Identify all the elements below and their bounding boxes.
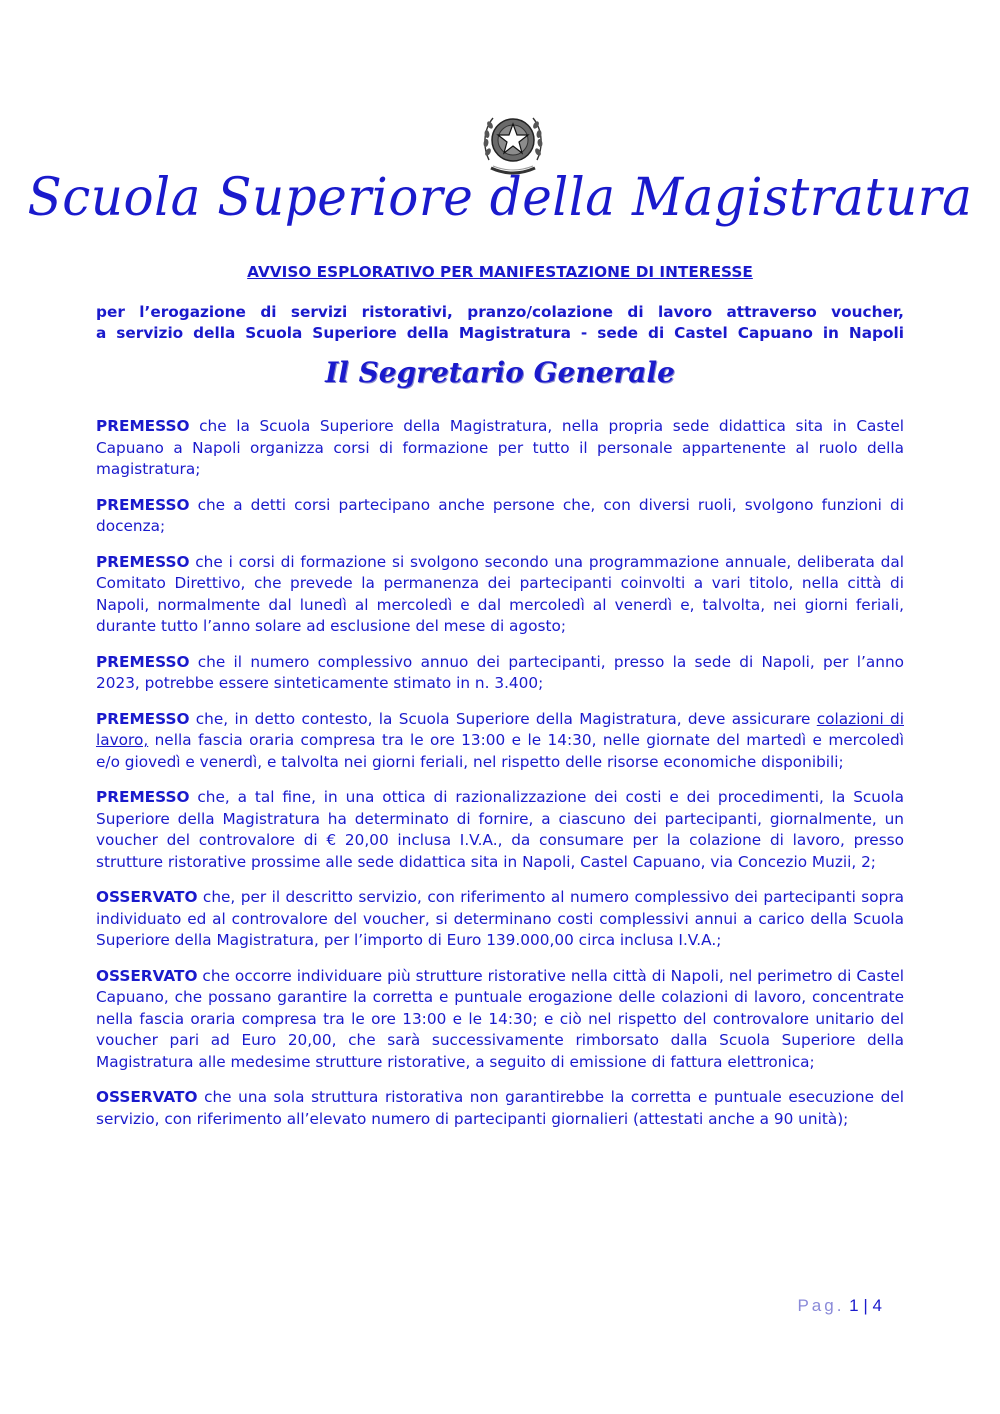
paragraph-text: che una sola struttura ristorativa non garantirebbe la corretta e puntuale esecuzione del servizio, con riferimento all’elevato numero di partecipanti giornalieri (attestati anche a 90 unità);	[96, 1088, 904, 1128]
document-body	[96, 416, 904, 1144]
paragraph-text: che il numero complessivo annuo dei partecipanti, presso la sede di Napoli, per l’anno 2023, potrebbe essere sinteticamente stimato in n. 3.400;	[96, 652, 904, 692]
page-number: 1	[849, 1296, 859, 1315]
paragraph-premesso-5	[96, 709, 904, 774]
paragraph-keyword: PREMESSO	[96, 552, 190, 571]
paragraph-premesso-6	[96, 787, 904, 873]
paragraph-text-before: che, in detto contesto, la Scuola Superiore della Magistratura, deve assicurare	[189, 709, 817, 728]
page-separator: |	[863, 1296, 868, 1315]
paragraph-premesso-4	[96, 652, 904, 695]
paragraph-premesso-3	[96, 552, 904, 638]
document-subtitle	[96, 302, 904, 344]
page-total: 4	[872, 1296, 882, 1315]
paragraph-text: che i corsi di formazione si svolgono secondo una programmazione annuale, deliberata dal Comitato Direttivo, che prevede la permanenza dei partecipanti coinvolti a vari titolo, nella città di Napoli, normalmente dal lunedì al mercoledì e dal mercoledì al venerdì e, talvolta, nei giorni feriali, durante tutto l’anno solare ad esclusione del mese di agosto;	[96, 552, 904, 635]
document-title: AVVISO ESPLORATIVO PER MANIFESTAZIONE DI INTERESSE	[247, 263, 753, 281]
paragraph-osservato-2	[96, 966, 904, 1074]
subtitle-line-1: per l’erogazione di servizi ristorativi, pranzo/colazione di lavoro attraverso voucher,	[96, 303, 904, 321]
paragraph-keyword: PREMESSO	[96, 709, 190, 728]
paragraph-text: che occorre individuare più strutture ristorative nella città di Napoli, nel perimetro di Castel Capuano, che possano garantire la corretta e puntuale erogazione delle colazioni di lavoro, concentrate nella fascia oraria compresa tra le ore 13:00 e le 14:30; e ciò nel rispetto del controvalore unitario del voucher pari ad Euro 20,00, che sarà successivamente rimborsato dalla Scuola Superiore della Magistratura alle medesime strutture ristorative, a seguito di emissione di fattura elettronica;	[96, 966, 904, 1071]
paragraph-text: che la Scuola Superiore della Magistratura, nella propria sede didattica sita in Castel Capuano a Napoli organizza corsi di formazione per tutto il personale appartenente al ruolo della magistratura;	[96, 417, 904, 478]
subtitle-line-2: a servizio della Scuola Superiore della Magistratura - sede di Castel Capuano in Napoli	[96, 324, 904, 342]
paragraph-keyword: PREMESSO	[96, 495, 190, 514]
institution-name: Scuola Superiore della Magistratura	[27, 166, 973, 228]
paragraph-keyword: OSSERVATO	[96, 1088, 198, 1106]
page-footer	[797, 1296, 882, 1316]
paragraph-keyword: PREMESSO	[96, 788, 190, 806]
paragraph-premesso-2	[96, 495, 904, 538]
paragraph-keyword: OSSERVATO	[96, 966, 198, 985]
paragraph-text: che, a tal fine, in una ottica di razionalizzazione dei costi e dei procedimenti, la Scuola Superiore della Magistratura ha determinato di fornire, a ciascuno dei partecipanti, giornalmente, un voucher del controvalore di € 20,00 inclusa I.V.A., da consumare per la colazione di lavoro, presso strutture ristorative prossime alle sede didattica sita in Napoli, Castel Capuano, via Concezio Muzii, 2;	[96, 788, 904, 871]
signatory-title: Il Segretario Generale	[325, 356, 675, 389]
paragraph-keyword: PREMESSO	[96, 652, 190, 671]
paragraph-text-after: nella fascia oraria compresa tra le ore 13:00 e le 14:30, nelle giornate del martedì e mercoledì e/o giovedì e venerdì, e talvolta nei giorni feriali, nel rispetto delle risorse economiche disponibili;	[96, 731, 904, 771]
page-label: Pag.	[797, 1296, 845, 1315]
paragraph-osservato-3	[96, 1087, 904, 1130]
paragraph-text: che a detti corsi partecipano anche persone che, con diversi ruoli, svolgono funzioni di docenza;	[96, 495, 904, 535]
underlined-phrase: colazioni di lavoro,	[96, 709, 904, 749]
paragraph-osservato-1	[96, 887, 904, 952]
paragraph-text: che, per il descritto servizio, con riferimento al numero complessivo dei partecipanti sopra individuato ed al controvalore del voucher, si determinano costi complessivi annui a carico della Scuola Superiore della Magistratura, per l’importo di Euro 139.000,00 circa inclusa I.V.A.;	[96, 888, 904, 949]
paragraph-premesso-1	[96, 416, 904, 481]
paragraph-keyword: OSSERVATO	[96, 888, 198, 906]
paragraph-keyword: PREMESSO	[96, 417, 190, 435]
